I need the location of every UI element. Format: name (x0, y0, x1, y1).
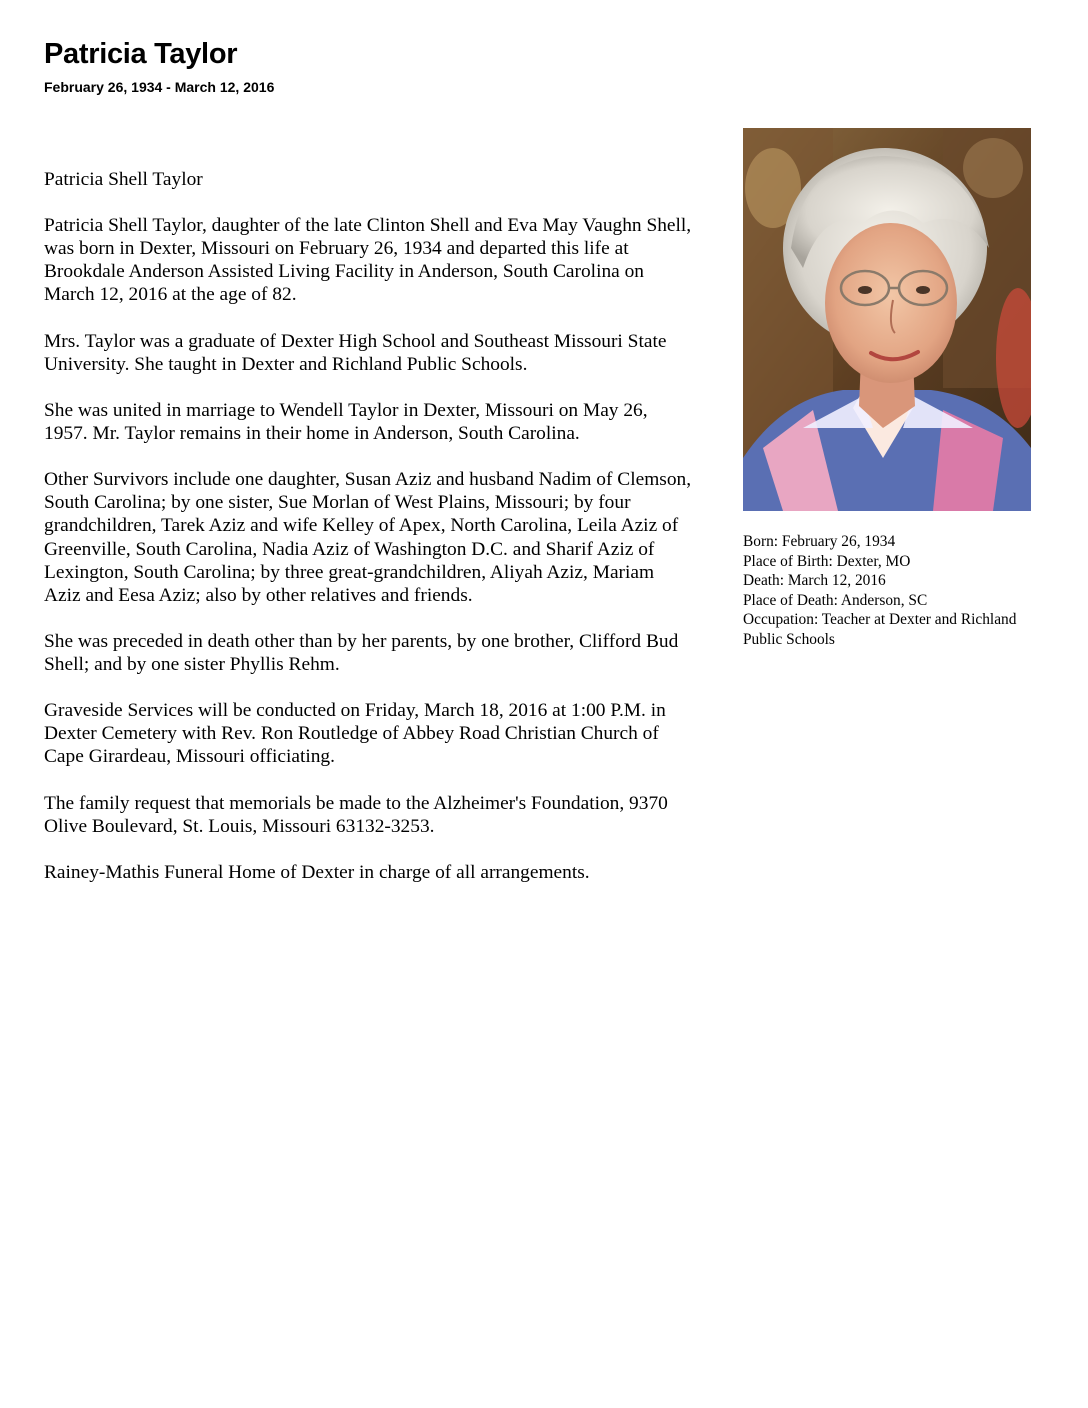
life-dates: February 26, 1934 - March 12, 2016 (44, 79, 275, 95)
obituary-paragraph: The family request that memorials be made to the Alzheimer's Foundation, 9370 Olive Boulevard, St. Louis, Missouri 63132-3253. (44, 792, 668, 837)
obituary-paragraph: She was preceded in death other than by her parents, by one brother, Clifford Bud Shell; and by one sister Phyllis Rehm. (44, 630, 679, 675)
place-of-birth-fact: Place of Birth: Dexter, MO (743, 552, 911, 570)
obituary-paragraph: Rainey-Mathis Funeral Home of Dexter in charge of all arrangements. (44, 861, 590, 883)
obituary-body (44, 168, 694, 907)
obituary-paragraph: Other Survivors include one daughter, Susan Aziz and husband Nadim of Clemson, South Carolina; by one sister, Sue Morlan of West Plains, Missouri; by four grandchildren, Tarek Aziz and wife Kelley of Apex, North Carolina, Leila Aziz of Greenville, South Carolina, Nadia Aziz of Washington D.C. and Sharif Aziz of Lexington, South Carolina; by three great-grandchildren, Aliyah Aziz, Mariam Aziz and Eesa Aziz; also by other relatives and friends. (44, 469, 692, 606)
obituary-paragraph: Patricia Shell Taylor, daughter of the late Clinton Shell and Eva May Vaughn Shell, was born in Dexter, Missouri on February 26, 1934 and departed this life at Brookdale Anderson Assisted Living Facility in Anderson, South Carolina on March 12, 2016 at the age of 82. (44, 215, 692, 306)
occupation-fact: Occupation: Teacher at Dexter and Richland Public Schools (743, 611, 1017, 648)
portrait-photo (743, 128, 1031, 511)
obituary-paragraph: Mrs. Taylor was a graduate of Dexter High School and Southeast Missouri State University. She taught in Dexter and Richland Public Schools. (44, 330, 667, 375)
death-fact: Death: March 12, 2016 (743, 572, 886, 590)
obituary-paragraph: Graveside Services will be conducted on Friday, March 18, 2016 at 1:00 P.M. in Dexter Cemetery with Rev. Ron Routledge of Abbey Road Christian Church of Cape Girardeau, Missouri officiating. (44, 700, 666, 768)
place-of-death-fact: Place of Death: Anderson, SC (743, 591, 928, 609)
obituary-paragraph: Patricia Shell Taylor (44, 169, 203, 190)
obituary-paragraph: She was united in marriage to Wendell Taylor in Dexter, Missouri on May 26, 1957. Mr. Taylor remains in their home in Anderson, South Carolina. (44, 399, 648, 445)
page-title: Patricia Taylor (44, 38, 238, 70)
born-fact: Born: February 26, 1934 (743, 533, 896, 550)
vital-facts (743, 532, 1043, 650)
